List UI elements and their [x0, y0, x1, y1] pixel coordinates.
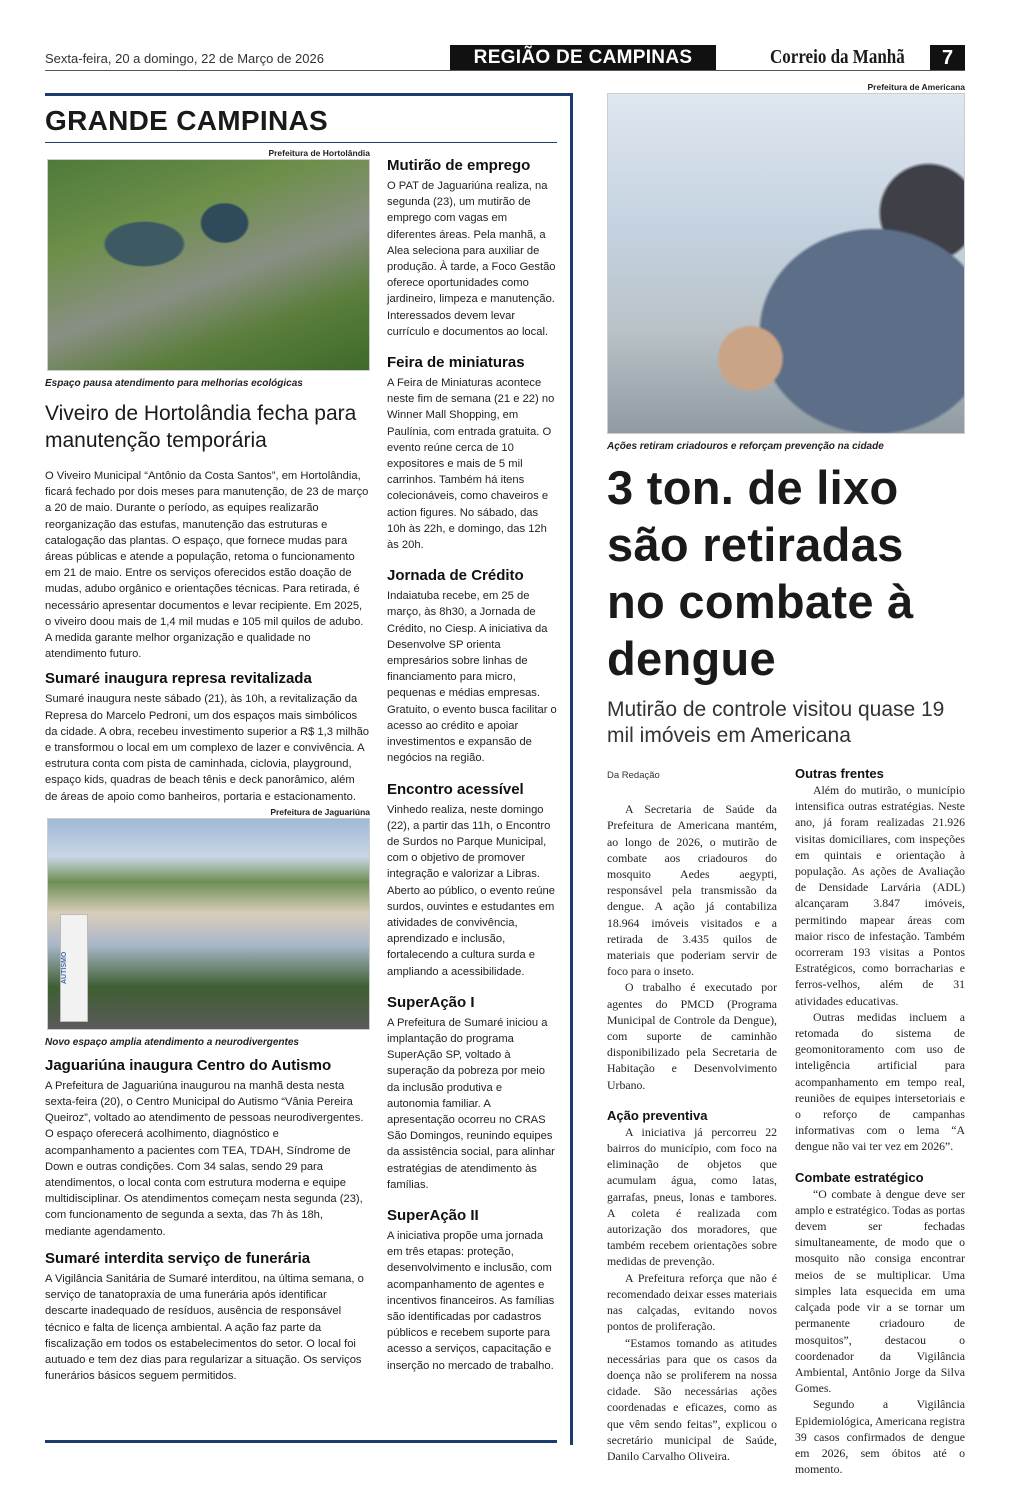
paragraph: “O combate à dengue deve ser amplo e estratégico. Todas as portas devem ser fechadas simultaneamente, de modo que o mosquito não consiga encontrar meios de se multiplicar. Uma simples lata esquecida em uma calçada pode vir a se tornar um permanente criadouro de mosquitos”, destacou o coordenador da Vigilância Ambiental, Antônio Jorge da Silva Gomes.	[795, 1186, 965, 1396]
subhead: Outras frentes	[795, 766, 884, 781]
photo-credit: Prefeitura de Jaguariúna	[270, 806, 370, 817]
photo-credit: Prefeitura de Americana	[867, 82, 965, 92]
main-headline: 3 ton. de lixo são retiradas no combate à dengue	[607, 461, 914, 685]
subhead: Ação preventiva	[607, 1107, 708, 1123]
brief-body: Indaiatuba recebe, em 25 de março, às 8h30, a Jornada de Crédito, no Ciesp. A iniciativa da Desenvolve SP orienta empresários sobre linhas de financiamento para micro, pequenas e médias empresas. Gratuito, o evento busca facilitar o acesso ao crédito e apoiar investimentos e expansão de negócios na região.	[387, 590, 557, 765]
dengue-agent-photo	[607, 93, 965, 434]
briefs-column	[387, 157, 557, 1374]
article-headline: Viveiro de Hortolândia fecha para manutenção temporária	[45, 402, 357, 452]
brief-body: A iniciativa propõe uma jornada em três etapas: proteção, desenvolvimento e inclusão, com acompanhamento de agentes e incentivos financeiros. As famílias são identificadas por cadastros públicos e recebem suporte para acesso a serviços, capacitação e inserção no mercado de trabalho.	[387, 1229, 555, 1372]
paragraph: O trabalho é executado por agentes do PMCD (Programa Municipal de Controle da Dengue), com suporte de caminhão disponibilizado pela Secretaria de Habitação e Desenvolvimento Urbano.	[607, 980, 777, 1092]
article-body: A Prefeitura de Jaguariúna inaugurou na manhã desta nesta sexta-feira (20), o Centro Municipal do Autismo “Vânia Pereira Queiroz”, voltado ao atendimento de pessoas neurodivergentes. O espaço oferecerá acolhimento, diagnóstico e acompanhamento a pacientes com TEA, TDAH, Síndrome de Down e outras condições. Com 34 salas, sendo 29 para atendimentos, o local conta com estrutura moderna e equipe multidisciplinar. Os atendimentos começam nesta segunda (23), com funcionamento de segunda a sexta, das 7h às 18h, mediante agendamento.	[45, 1079, 364, 1238]
subhead: Combate estratégico	[795, 1169, 924, 1185]
brief-headline: Encontro acessível	[387, 780, 524, 798]
brief-headline: Jornada de Crédito	[387, 567, 524, 585]
article-column-2	[795, 765, 965, 1477]
newspaper-logo: Correio da Manhã	[770, 46, 905, 68]
paragraph: Outras medidas incluem a retomada do sistema de geomonitoramento com uso de inteligência artificial para acompanhamento em tempo real, reuniões de equipes intersetoriais e o reforço de campanhas informativas com o lema “A dengue não vai ter vez em 2026”.	[795, 1009, 965, 1154]
column-divider	[570, 95, 573, 1445]
left-column	[45, 148, 370, 1384]
autism-center-photo	[47, 818, 370, 1030]
photo-caption: Novo espaço amplia atendimento a neurodivergentes	[45, 1036, 299, 1048]
photo-credit: Prefeitura de Hortolândia	[268, 148, 370, 158]
section-title-rule	[45, 142, 557, 143]
paragraph: A Prefeitura reforça que não é recomendado deixar esses materiais nas calçadas, evitando novos pontos de proliferação.	[607, 1270, 777, 1334]
section-title: GRANDE CAMPINAS	[45, 105, 328, 136]
article-columns	[607, 765, 965, 1477]
main-subheadline: Mutirão de controle visitou quase 19 mil imóveis em Americana	[607, 698, 945, 747]
section-bottom-rule	[45, 1440, 557, 1443]
section-top-rule	[45, 93, 573, 96]
section-banner: REGIÃO DE CAMPINAS	[450, 45, 716, 70]
paragraph: A Secretaria de Saúde da Prefeitura de Americana mantém, ao longo de 2026, o mutirão de combate aos criadouros do mosquito Aedes aegypti, responsável pela transmissão da dengue. A ação já contabiliza 18.964 imóveis visitados e a retirada de 3.435 quilos de materiais que poderiam servir de foco para o inseto.	[607, 802, 777, 979]
brief-headline: Mutirão de emprego	[387, 157, 531, 174]
brief-headline: SuperAção I	[387, 993, 475, 1011]
article-body: Sumaré inaugura neste sábado (21), às 10h, a revitalização da Represa do Marcelo Pedroni, um dos espaços mais simbólicos da cidade. A obra, recebeu investimento superior a R$ 1,3 milhão e transformou o local em um complexo de lazer e convivência. A estrutura conta com pista de caminhada, ciclovia, playground, espaço kids, quadras de beach tênis e deck panorâmico, além de áreas de apoio como banheiros, portaria e estacionamento.	[45, 693, 370, 803]
paragraph: “Estamos tomando as atitudes necessárias para que os casos da doença não se proliferem na nossa cidade. São necessárias ações coordenadas e eficazes, como as que vêm sendo feitas”, explicou o secretário municipal de Saúde, Danilo Carvalho Oliveira.	[607, 1335, 777, 1463]
photo-caption: Ações retiram criadouros e reforçam prevenção na cidade	[607, 441, 884, 452]
brief-headline: SuperAção II	[387, 1206, 479, 1224]
article-body: A Vigilância Sanitária de Sumaré interditou, na última semana, o serviço de tanatopraxia de uma funerária após identificar descarte inadequado de resíduos, ausência de responsável técnico e falta de licença ambiental. A ação faz parte da fiscalização em todos os estabelecimentos do setor. O local foi autuado e tem dez dias para regularizar a situação. Os serviços funerários básicos seguem permitidos.	[45, 1272, 364, 1383]
issue-date: Sexta-feira, 20 a domingo, 22 de Março de 2026	[45, 51, 324, 66]
article-headline: Sumaré interdita serviço de funerária	[45, 1249, 311, 1267]
article-body: O Viveiro Municipal “Antônio da Costa Santos”, em Hortolândia, ficará fechado por dois meses para manutenção, de 23 de março a 20 de maio. Durante o período, as equipes realizarão reorganização das estufas, manutenção das estruturas e catalogação das plantas. O espaço, que fornece mudas para áreas públicas e atende a população, retoma o funcionamento em 21 de maio. Entre os serviços oferecidos estão doação de mudas, adubo orgânico e orientações técnicas. Para retirada, é necessário apresentar documentos e levar recipiente. Em 2025, o viveiro doou mais de 1,4 mil mudas e 105 mil quilos de adubo. A medida garante melhor organização e qualidade no atendimento futuro.	[45, 470, 369, 661]
article-column-1	[607, 765, 777, 1477]
brief-body: A Feira de Miniaturas acontece neste fim de semana (21 e 22) no Winner Mall Shopping, em Paulínia, com entrada gratuita. O evento reúne cerca de 10 expositores e mais de 5 mil carrinhos. Também há itens colecionáveis, como chaveiros e action figures. No sábado, das 10h às 22h, e domingo, das 12h às 20h.	[387, 377, 555, 552]
byline: Da Redação	[607, 770, 660, 781]
right-column	[607, 82, 965, 1477]
brief-body: A Prefeitura de Sumaré iniciou a implantação do programa SuperAção SP, voltado à superação da pobreza por meio da inclusão produtiva e autonomia familiar. A apresentação ocorreu no CRAS São Domingos, reunindo equipes da assistência social, para alinhar estratégias de atendimento às famílias.	[387, 1016, 555, 1191]
autism-sign: AUTISMO	[60, 914, 88, 1022]
article-headline: Sumaré inaugura represa revitalizada	[45, 670, 312, 688]
paragraph: A iniciativa já percorreu 22 bairros do município, com foco na eliminação de objetos que acumulam água, como latas, garrafas, pneus, lonas e tambores. A coleta é realizada com autorização dos moradores, que também recebem orientações sobre medidas de prevenção.	[607, 1124, 777, 1269]
article-headline: Jaguariúna inaugura Centro do Autismo	[45, 1056, 332, 1074]
paragraph: Além do mutirão, o município intensifica outras estratégias. Neste ano, já foram realizadas 21.926 visitas domiciliares, com inspeções em quintais e orientação à população. As ações de Avaliação de Densidade Larvária (ADL) alcançaram 3.847 imóveis, permitindo mapear áreas com maior risco de infestação. Também ocorreram 193 visitas a Pontos Estratégicos, como borracharias e ferros-velhos, além de 31 atividades educativas.	[795, 783, 965, 1008]
header-rule	[45, 70, 965, 71]
photo-caption: Espaço pausa atendimento para melhorias ecológicas	[45, 378, 303, 389]
paragraph: Segundo a Vigilância Epidemiológica, Americana registra 39 casos confirmados de dengue em 2026, sem óbitos até o momento.	[795, 1397, 966, 1477]
page-number: 7	[930, 45, 965, 71]
nursery-aerial-photo	[47, 159, 370, 371]
brief-body: Vinhedo realiza, neste domingo (22), a partir das 11h, o Encontro de Surdos no Parque Municipal, com o objetivo de promover integração e valorizar a Libras. Aberto ao público, o evento reúne surdos, ouvintes e estudantes em atividades de convivência, aprendizado e inclusão, fortalecendo a cultura surda e ampliando a acessibilidade.	[387, 803, 555, 978]
brief-body: O PAT de Jaguariúna realiza, na segunda (23), um mutirão de emprego com vagas em diferentes áreas. Pela manhã, a Alea seleciona para auxiliar de produção. À tarde, a Foco Gestão oferece oportunidades como jardineiro, limpeza e manutenção. Interessados devem levar currículo e documentos ao local.	[387, 180, 556, 338]
brief-headline: Feira de miniaturas	[387, 354, 525, 372]
